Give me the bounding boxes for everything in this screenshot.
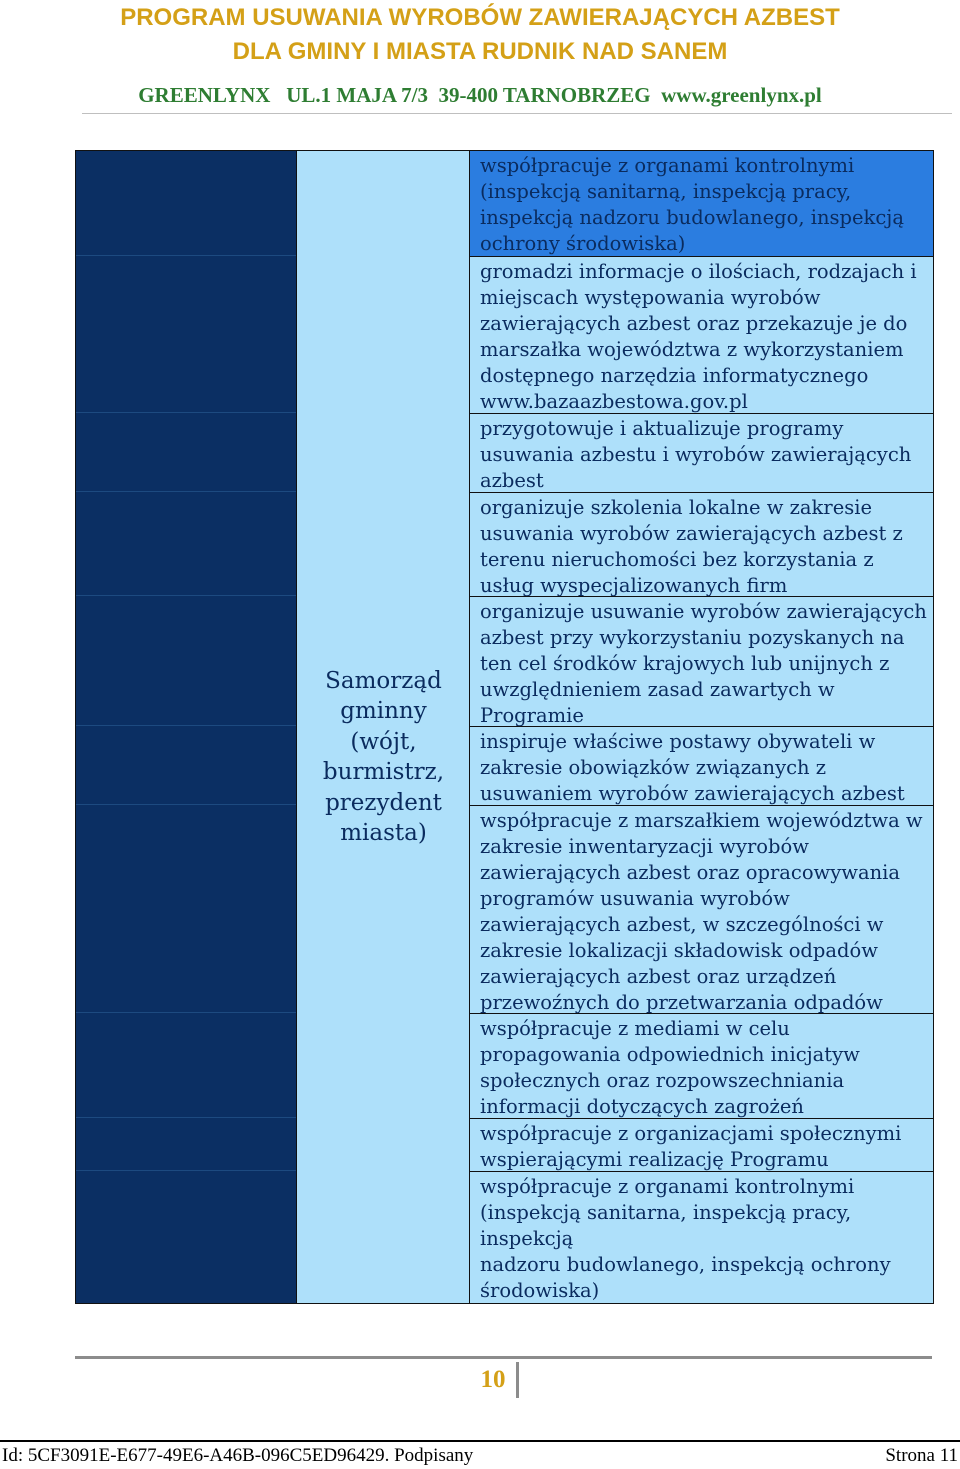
row-divider — [76, 1117, 296, 1118]
signature-bar — [0, 1440, 960, 1469]
row-divider — [76, 255, 296, 256]
row-divider — [76, 725, 296, 726]
task-row: gromadzi informacje o ilościach, rodzajach i miejscach występowania wyrobów zawierających azbest oraz przekazuje je do marszałka województwa z wykorzystaniem dostępnego narzędzia informatycznego www.bazaazbestowa.gov.pl — [470, 256, 933, 413]
task-row: organizuje usuwanie wyrobów zawierających azbest przy wykorzystaniu pozyskanych na ten cel środków krajowych lub unijnych z uwzględnieniem zasad zawartych w Programie — [470, 596, 933, 726]
document-title-line1: PROGRAM USUWANIA WYROBÓW ZAWIERAJĄCYCH AZBEST — [120, 4, 840, 31]
entity-cell — [296, 150, 471, 1304]
row-divider — [76, 1170, 296, 1171]
row-divider — [76, 804, 296, 805]
task-row: współpracuje z mediami w celu propagowania odpowiednich inicjatyw społecznych oraz rozpowszechniania informacji dotyczących zagrożeń — [470, 1013, 933, 1118]
task-row: współpracuje z marszałkiem województwa w zakresie inwentaryzacji wyrobów zawierających azbest oraz opracowywania programów usuwania wyrobów zawierających azbest, w szczególności w zakresie lokalizacji składowisk odpadów zawierających azbest oraz urządzeń przewoźnych do przetwarzania odpadów — [470, 805, 933, 1013]
entity-label: Samorząd gminny (wójt, burmistrz, prezydent miasta) — [322, 667, 445, 846]
row-divider — [76, 595, 296, 596]
task-row: organizuje szkolenia lokalne w zakresie usuwania wyrobów zawierających azbest z terenu nieruchomości bez korzystania z usług wyspecjalizowanych firm — [470, 492, 933, 596]
task-row: współpracuje z organizacjami społecznymi wspierającymi realizację Programu — [470, 1118, 933, 1171]
row-divider — [76, 1012, 296, 1013]
footer-divider — [75, 1356, 932, 1359]
task-row: współpracuje z organami kontrolnymi (inspekcją sanitarna, inspekcją pracy, inspekcją nadzoru budowlanego, inspekcją ochrony środowiska) — [470, 1171, 933, 1303]
task-row: inspiruje właściwe postawy obywateli w zakresie obowiązków związanych z usuwaniem wyrobów zawierających azbest — [470, 726, 933, 805]
tasks-column — [469, 150, 934, 1304]
table-left-column — [75, 150, 297, 1304]
page-number: 10 — [470, 1362, 519, 1398]
company-contact-line: GREENLYNX UL.1 MAJA 7/3 39-400 TARNOBRZEG www.greenlynx.pl — [138, 83, 822, 107]
row-divider — [76, 491, 296, 492]
header-divider — [82, 113, 952, 114]
document-title-line2: DLA GMINY I MIASTA RUDNIK NAD SANEM — [232, 38, 728, 65]
document-id: Id: 5CF3091E-E677-49E6-A46B-096C5ED96429. Podpisany — [2, 1445, 474, 1466]
page-indicator: Strona 11 — [885, 1445, 958, 1466]
task-row: przygotowuje i aktualizuje programy usuwania azbestu i wyrobów zawierających azbest — [470, 413, 933, 492]
row-divider — [76, 412, 296, 413]
task-row: współpracuje z organami kontrolnymi (inspekcją sanitarną, inspekcją pracy, inspekcją nadzoru budowlanego, inspekcją ochrony środowiska) — [470, 151, 933, 256]
